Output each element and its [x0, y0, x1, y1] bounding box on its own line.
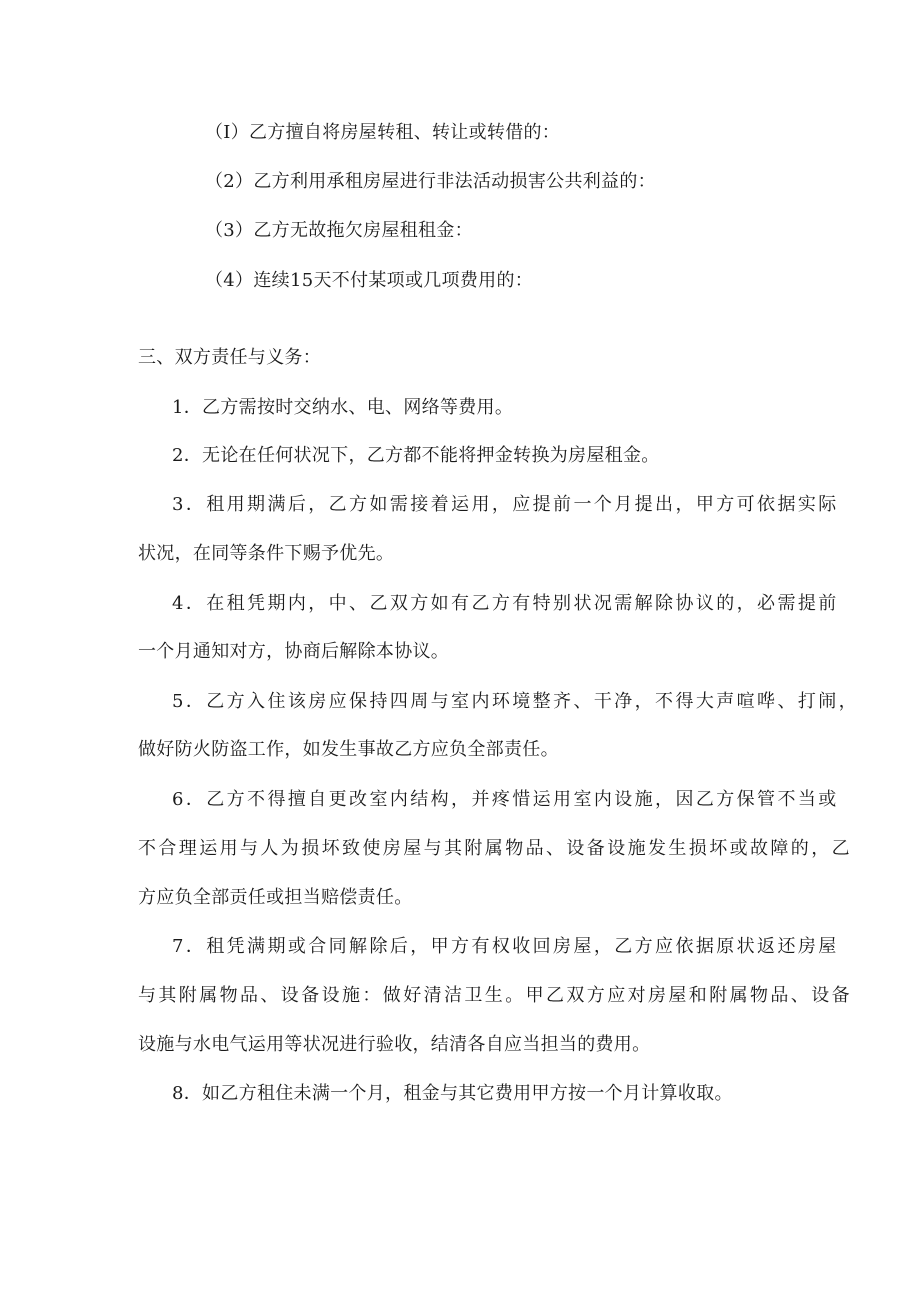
clause-3-line-2: 状况，在同等条件下赐予优先。 — [138, 543, 395, 564]
clause-6-line-1: 6．乙方不得擅自更改室内结构，并疼惜运用室内设施，因乙方保管不当或 — [172, 789, 839, 810]
clause-7-line-3: 设施与水电气运用等状况进行验收，结清各自应当担当的费用。 — [138, 1034, 651, 1055]
termination-item-3: （3）乙方无故拖欠房屋租租金： — [205, 220, 473, 241]
clause-5-line-1: 5．乙方入住该房应保持四周与室内环境整齐、干净，不得大声喧哗、打闹， — [172, 691, 860, 712]
section-heading: 三、双方责任与义务： — [138, 347, 321, 368]
clause-4-line-2: 一个月通知对方，协商后解除本协议。 — [138, 641, 450, 662]
clause-6-line-3: 方应负全部贡任或担当赔偿责任。 — [138, 887, 413, 908]
termination-item-2: （2）乙方利用承租房屋进行非法活动损害公共利益的： — [205, 171, 656, 192]
clause-2-line-1: 2．无论在任何状况下，乙方都不能将押金转换为房屋租金。 — [172, 445, 660, 466]
clause-5-line-2: 做好防火防盗工作，如发生事故乙方应负全部责任。 — [138, 739, 559, 760]
clause-1-line-1: 1．乙方需按时交纳水、电、网络等费用。 — [172, 397, 514, 418]
clause-3-line-1: 3．租用期满后，乙方如需接着运用，应提前一个月提出，甲方可依据实际 — [172, 494, 839, 515]
termination-item-1: （I）乙方擅自将房屋转租、转让或转借的： — [205, 122, 561, 143]
termination-item-4: （4）连续15天不付某项或几项费用的： — [205, 270, 534, 291]
clause-4-line-1: 4．在租凭期内，中、乙双方如有乙方有特别状况需解除协议的，必需提前 — [172, 593, 839, 614]
clause-6-line-2: 不合理运用与人为损坏致使房屋与其附属物品、设备设施发生损坏或故障的，乙 — [138, 838, 852, 859]
clause-7-line-2: 与其附属物品、设备设施：做好清洁卫生。甲乙双方应对房屋和附属物品、设备 — [138, 985, 852, 1006]
clause-7-line-1: 7．租凭满期或合同解除后，甲方有权收回房屋，乙方应依据原状返还房屋 — [172, 936, 839, 957]
clause-8-line-1: 8．如乙方租住未满一个月，租金与其它费用甲方按一个月计算收取。 — [172, 1083, 733, 1104]
